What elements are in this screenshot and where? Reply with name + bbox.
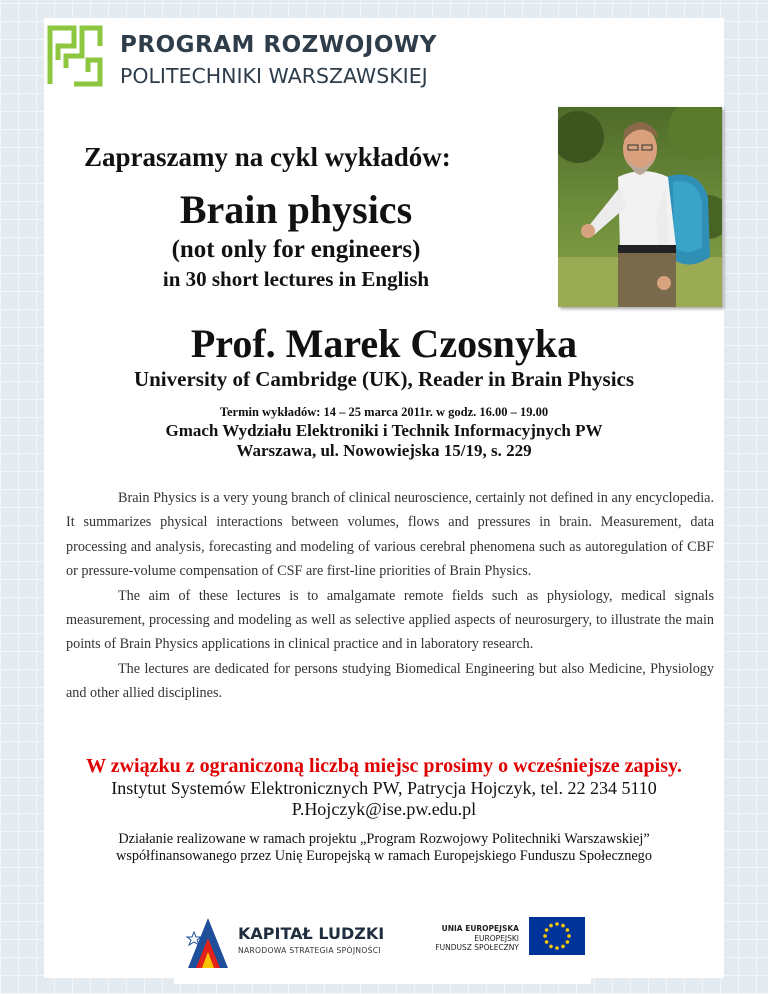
- lecture-title: Brain physics: [179, 187, 413, 232]
- venue-address: Warszawa, ul. Nowowiejska 15/19, s. 229: [236, 441, 532, 460]
- eu-label: UNIA EUROPEJSKA: [441, 924, 519, 933]
- lecture-series-note: in 30 short lectures in English: [162, 267, 430, 291]
- eu-fund-label: [409, 934, 519, 952]
- contact-info: Instytut Systemów Elektronicznych PW, Patrycja Hojczyk, tel. 22 234 5110: [111, 778, 657, 798]
- venue-building: Gmach Wydziału Elektroniki i Technik Informacyjnych PW: [165, 421, 603, 440]
- logo-line-1: PROGRAM ROZWOJOWY: [120, 32, 437, 58]
- eu-fund-line-2: FUNDUSZ SPOŁECZNY: [435, 943, 519, 952]
- description-paragraph: Brain Physics is a very young branch of clinical neuroscience, certainly not defined in any encyclopedia. It summarizes physical interactions between volumes, flows and pressures in brain. Measurement, data processing and analysis, forecasting and modeling of various cerebral phenomena such as autoregulation of CBF or pressure-volume compensation of CSF are first-line priorities of Brain Physics.: [66, 490, 714, 580]
- speaker-affiliation: University of Cambridge (UK), Reader in Brain Physics: [133, 367, 635, 391]
- lecture-subtitle: (not only for engineers): [171, 236, 421, 263]
- funding-note-line-2: współfinansowanego przez Unię Europejską w ramach Europejskiego Funduszu Społecznego: [116, 848, 652, 864]
- invitation-heading: Zapraszamy na cykl wykładów:: [84, 142, 451, 172]
- kapital-ludzki-tagline: NARODOWA STRATEGIA SPÓJNOŚCI: [238, 946, 381, 955]
- speaker-photo: [558, 107, 722, 307]
- description-paragraph: The lectures are dedicated for persons studying Biomedical Engineering but also Medicine, Physiology and other allied disciplines.: [66, 660, 714, 702]
- lecture-dates: Termin wykładów: 14 – 25 marca 2011r. w godz. 16.00 – 19.00: [219, 405, 549, 419]
- title-block: [96, 186, 496, 292]
- funding-logos: [174, 902, 591, 984]
- contact-email: P.Hojczyk@ise.pw.edu.pl: [291, 799, 477, 819]
- eu-fund-line-1: EUROPEJSKI: [474, 934, 519, 943]
- description-body: [66, 486, 714, 706]
- speaker-name: Prof. Marek Czosnyka: [190, 321, 578, 366]
- eu-flag-icon: [529, 917, 585, 955]
- description-paragraph: The aim of these lectures is to amalgamate remote fields such as physiology, medical signals measurement, processing and modeling as well as selective applied aspects of neurosurgery, to illustrate the main points of Brain Physics applications in clinical practice and in laboratory research.: [66, 587, 714, 653]
- pw-logo-mark-icon: [44, 20, 106, 88]
- kapital-ludzki-emblem-icon: [182, 912, 232, 974]
- funding-note-line-1: Działanie realizowane w ramach projektu „Program Rozwojowy Politechniki Warszawskiej”: [118, 831, 650, 847]
- logo-line-2: POLITECHNIKI WARSZAWSKIEJ: [120, 64, 428, 88]
- kapital-ludzki-name: KAPITAŁ LUDZKI: [238, 924, 385, 943]
- program-rozwojowy-logo: [44, 20, 436, 88]
- registration-notice: W związku z ograniczoną liczbą miejsc prosimy o wcześniejsze zapisy.: [86, 755, 682, 777]
